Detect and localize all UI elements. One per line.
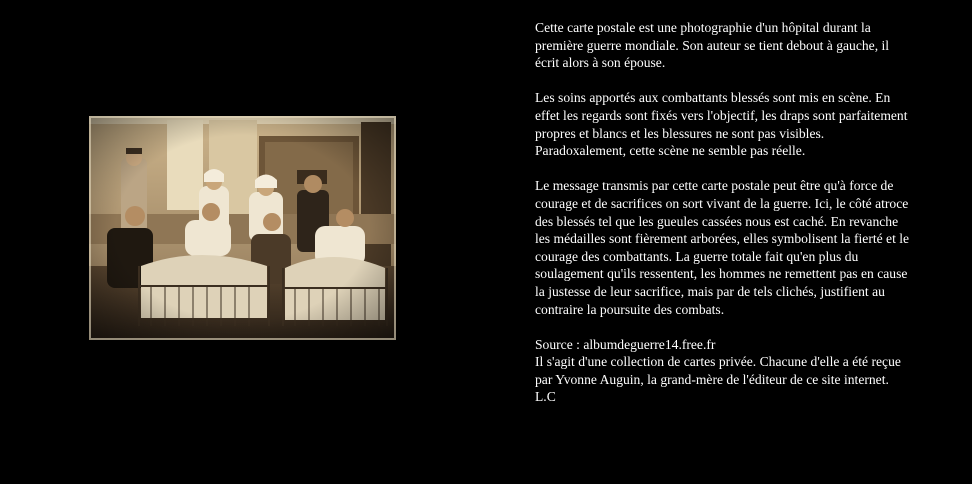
paragraph-message bbox=[535, 177, 967, 318]
text-line: courage des combattants. La guerre totale fait qu'en plus du bbox=[535, 248, 859, 264]
paragraph-intro bbox=[535, 19, 967, 72]
source-line: Source : albumdeguerre14.free.fr bbox=[535, 336, 716, 352]
hospital-photo bbox=[89, 116, 396, 340]
text-line: Cette carte postale est une photographie d'un hôpital durant la bbox=[535, 20, 871, 35]
text-line: Le message transmis par cette carte postale peut être qu'à force de bbox=[535, 178, 894, 194]
article-text bbox=[535, 19, 967, 406]
text-line: Il s'agit d'une collection de cartes privée. Chacune d'elle a été reçue bbox=[535, 354, 901, 370]
text-line: Les soins apportés aux combattants blessés sont mis en scène. En bbox=[535, 90, 891, 106]
text-line: première guerre mondiale. Son auteur se tient debout à gauche, il bbox=[535, 37, 890, 53]
text-line: soulagement qu'ils ressentent, les hommes ne remettent pas en cause bbox=[535, 266, 908, 282]
text-line: propres et blancs et les blessures ne sont pas visibles. bbox=[535, 125, 825, 141]
text-line: écrit alors à son épouse. bbox=[535, 55, 666, 71]
text-line: la justesse de leur sacrifice, mais par de tels clichés, justifient au bbox=[535, 283, 885, 299]
text-line: par Yvonne Auguin, la grand-mère de l'éditeur de ce site internet. bbox=[535, 371, 889, 387]
text-line: Paradoxalement, cette scène ne semble pas réelle. bbox=[535, 143, 806, 159]
paragraph-source bbox=[535, 336, 967, 406]
hospital-photo-drawing bbox=[89, 116, 396, 340]
text-line: courage et de sacrifices on sort vivant de la guerre. Ici, le côté atroce bbox=[535, 195, 909, 211]
paragraph-care bbox=[535, 89, 967, 159]
text-line: contraire la poursuite des combats. bbox=[535, 301, 725, 317]
text-line: des blessés tel que les gueules cassées nous est caché. En revanche bbox=[535, 213, 899, 229]
text-line: effet les regards sont fixés vers l'objectif, les draps sont parfaitement bbox=[535, 107, 908, 123]
text-line: les médailles sont fièrement arborées, elles symbolisent la fierté et le bbox=[535, 231, 910, 247]
author-initials: L.C bbox=[535, 389, 556, 405]
